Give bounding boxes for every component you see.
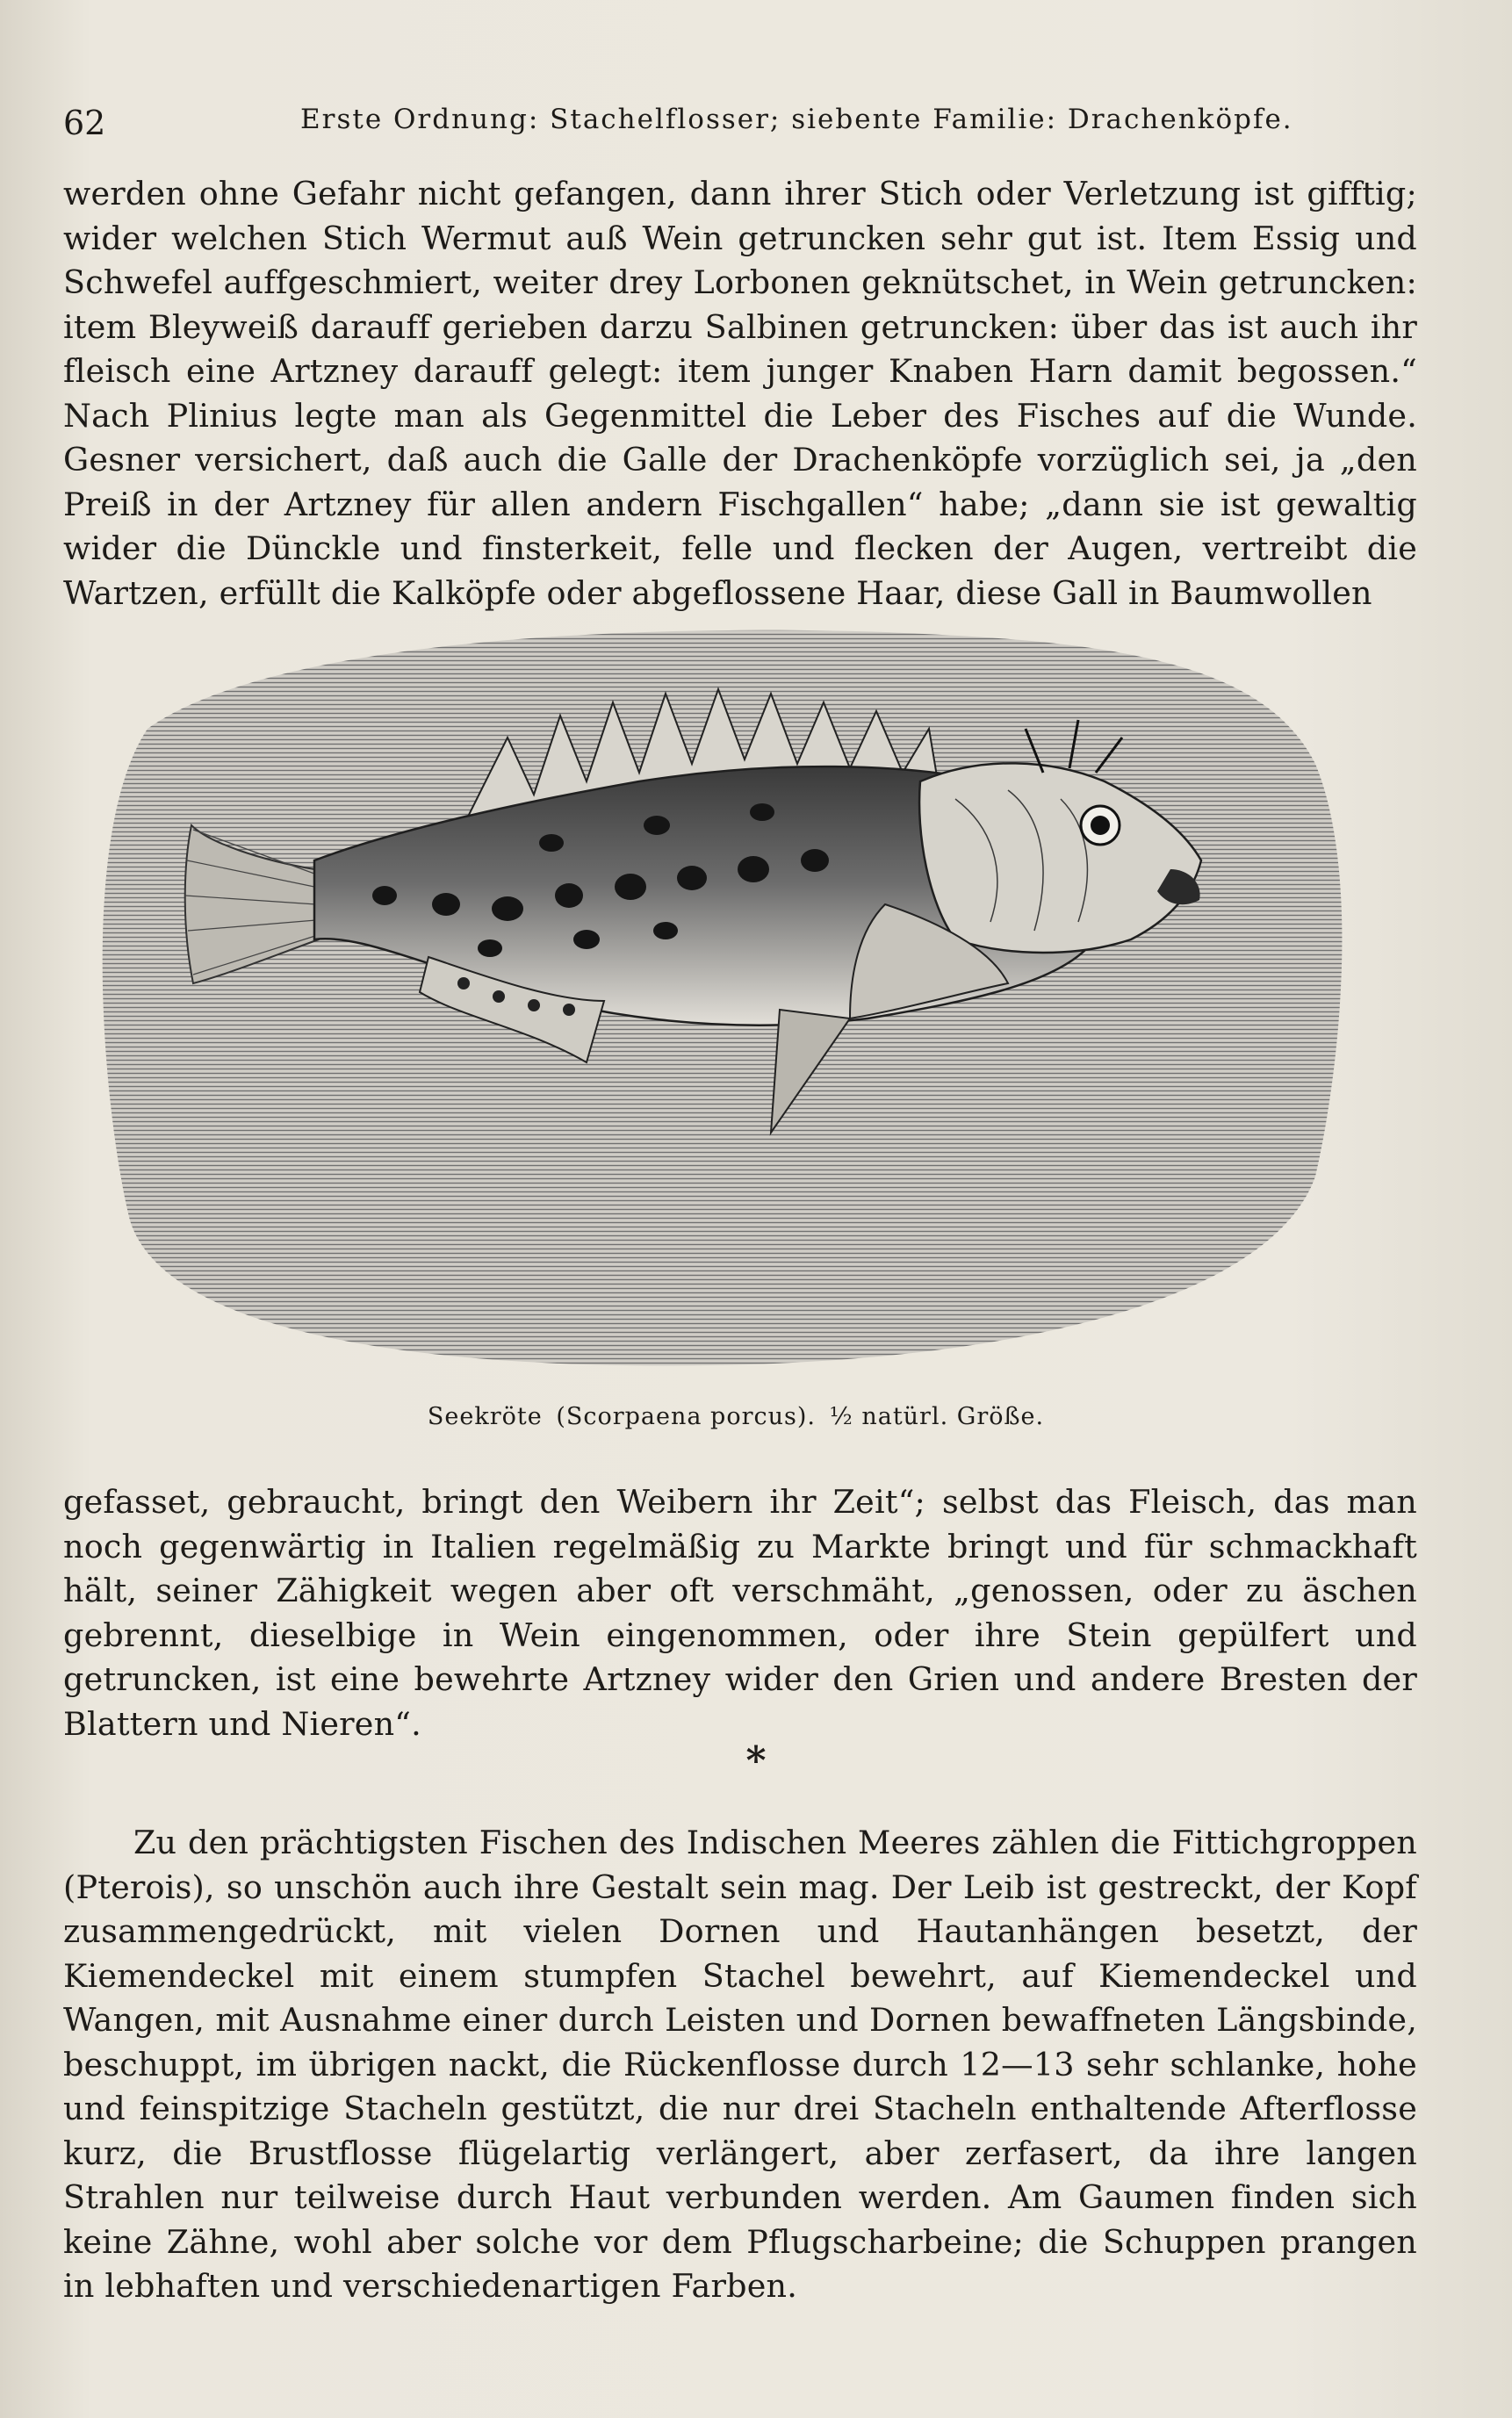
scorpionfish-illustration (95, 606, 1377, 1396)
running-head: Erste Ordnung: Stachelflosser; siebente Familie: Drachenköpfe. (300, 104, 1293, 135)
page-number: 62 (63, 104, 106, 142)
figure-caption (95, 1403, 1377, 1430)
caption-scale: ½ natürl. Größe. (829, 1403, 1045, 1430)
fish-engraving-figure (95, 606, 1377, 1430)
paragraph-pterois-text: Zu den prächtigsten Fischen des Indischen Meeres zählen die Fittichgroppen (Pterois), so unschön auch ihre Gestalt sein mag. Der Leib ist gestreckt, der Kopf zusammengedrückt, mit vielen Dornen und Hautanhängen besetzt, der Kiemendeckel mit einem stumpfen Stachel bewehrt, auf Kiemendeckel und Wangen, mit Ausnahme einer durch Leisten und Dornen bewaffneten Längsbinde, beschuppt, im übrigen nackt, die Rückenflosse durch 12—13 sehr schlanke, hohe und feinspitzige Stacheln gestützt, die nur drei Stacheln enthaltende Afterflosse kurz, die Brustflosse flügelartig verlängert, aber zerfasert, da ihre langen Strahlen nur teilweise durch Haut verbunden werden. Am Gaumen finden sich keine Zähne, wohl aber solche vor dem Pflugscharbeine; die Schuppen prangen in lebhaften und verschiedenartigen Farben. (63, 1824, 1417, 2305)
caption-common-name: Seekröte (427, 1403, 543, 1430)
paragraph-middle (63, 1480, 1417, 1746)
paragraph-middle-text: gefasset, gebraucht, bringt den Weibern ihr Zeit“; selbst das Fleisch, das man noch gegenwärtig in Italien regelmäßig zu Markte bringt und für schmackhaft hält, seiner Zähigkeit wegen aber oft verschmäht, „genossen, oder zu äschen gebrennt, dieselbige in Wein eingenommen, oder ihre Stein gepülfert und getruncken, ist eine bewehrte Artzney wider den Grien und andere Bresten der Blattern und Nieren“. (63, 1483, 1417, 1743)
page-header (63, 98, 1424, 142)
section-divider: * (745, 1738, 767, 1783)
paragraph-top (63, 172, 1417, 615)
caption-latin-name: (Scorpaena porcus). (556, 1403, 816, 1430)
paragraph-top-text: werden ohne Gefahr nicht gefangen, dann ihrer Stich oder Verletzung ist gifftig; wider welchen Stich Wermut auß Wein getruncken sehr gut ist. Item Essig und Schwefel auffgeschmiert, weiter drey Lorbonen geknütschet, in Wein getruncken: item Bleyweiß darauff gerieben darzu Salbinen getruncken: über das ist auch ihr fleisch eine Artzney darauff gelegt: item junger Knaben Harn damit begossen.“ Nach Plinius legte man als Gegenmittel die Leber des Fisches auf die Wunde. Gesner versichert, daß auch die Galle der Drachenköpfe vorzüglich sei, ja „den Preiß in der Artzney für allen andern Fischgallen“ habe; „dann sie ist gewaltig wider die Dünckle und finsterkeit, felle und flecken der Augen, vertreibt die Wartzen, erfüllt die Kalköpfe oder abgeflossene Haar, diese Gall in Baumwollen (63, 175, 1417, 612)
paragraph-pterois (63, 1821, 1417, 2309)
